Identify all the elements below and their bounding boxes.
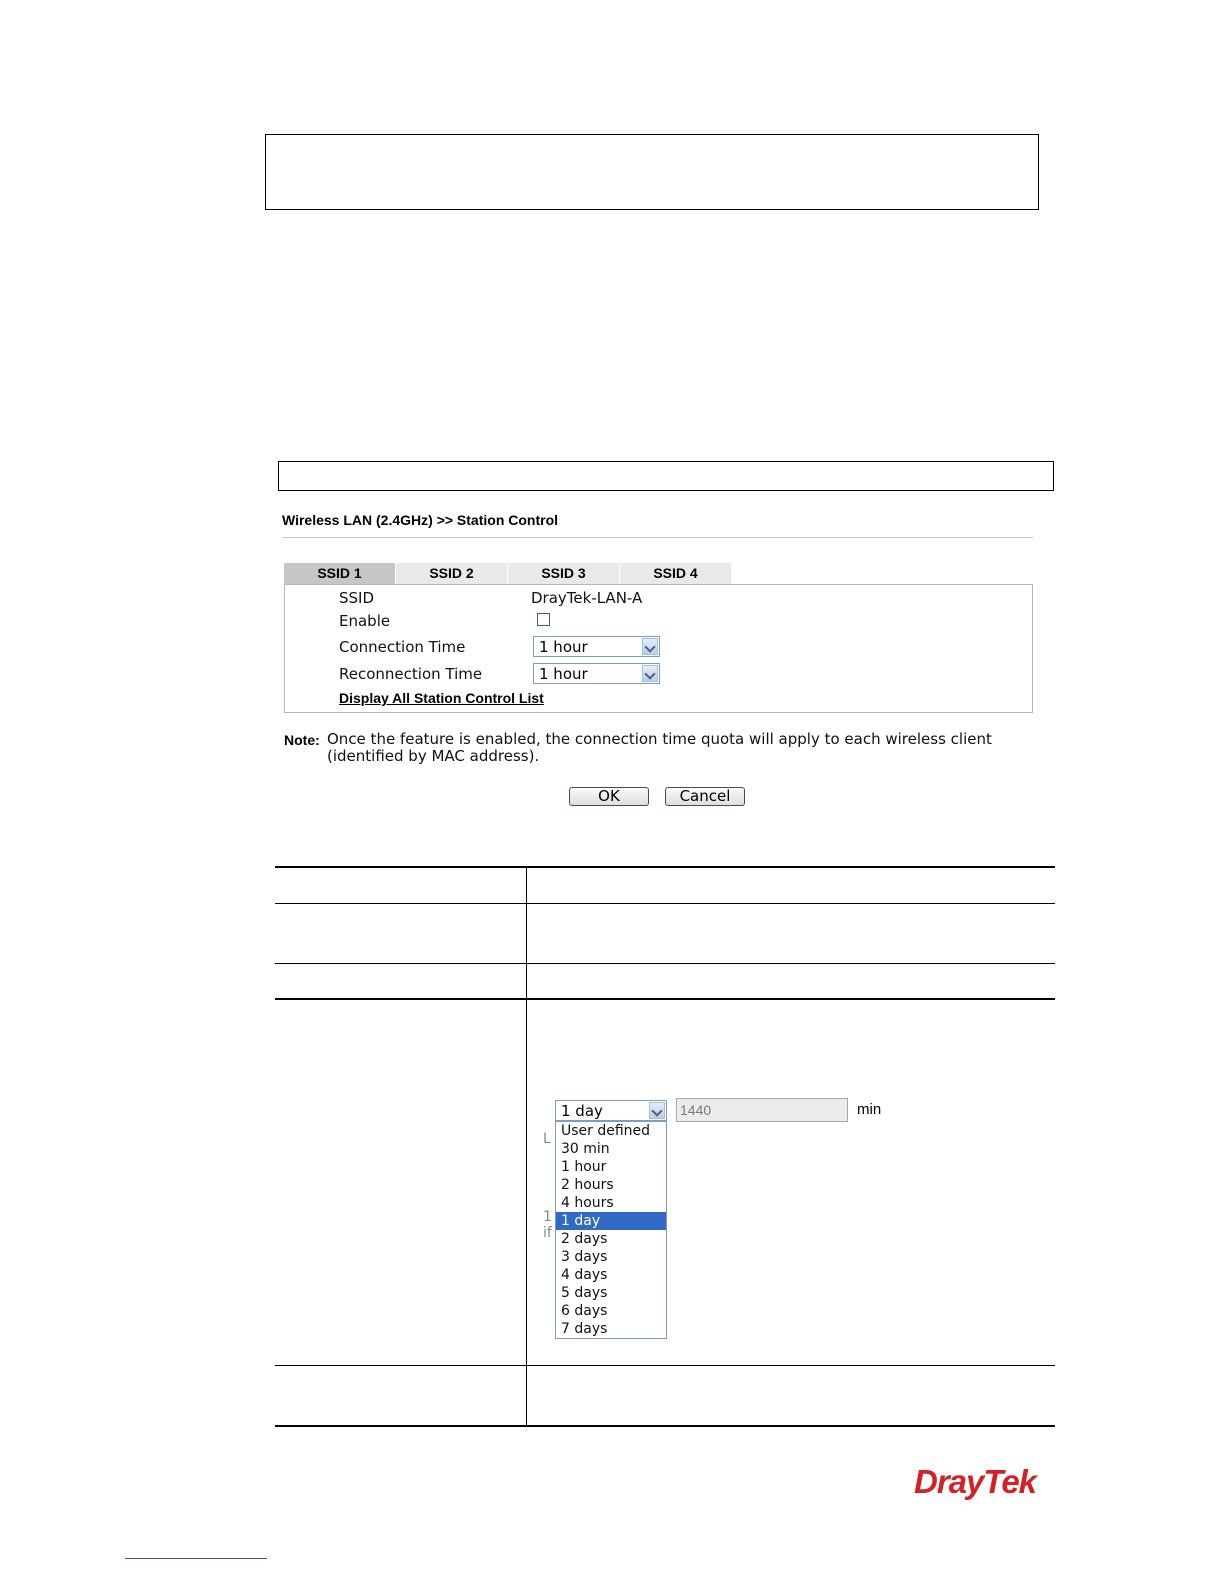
footer-rule bbox=[125, 1558, 267, 1559]
table-row-rule bbox=[275, 998, 1055, 1000]
duration-select[interactable] bbox=[555, 1100, 667, 1121]
table-row-rule bbox=[275, 963, 1055, 964]
minutes-unit-label: min bbox=[857, 1101, 882, 1118]
cancel-button[interactable]: Cancel bbox=[665, 787, 745, 806]
draytek-logo: DrayTek bbox=[914, 1463, 1037, 1500]
table-column-divider bbox=[526, 867, 527, 1426]
table-row-rule bbox=[275, 903, 1055, 904]
duration-selected-value: 1 day bbox=[561, 1102, 603, 1120]
ok-button[interactable]: OK bbox=[569, 787, 649, 806]
ssid-label: SSID bbox=[339, 589, 375, 607]
reconnection-time-value: 1 hour bbox=[539, 665, 588, 683]
duration-option-2-hours[interactable]: 2 hours bbox=[561, 1177, 614, 1193]
table-bottom-rule bbox=[275, 1425, 1055, 1427]
duration-option-user-defined[interactable]: User defined bbox=[561, 1123, 651, 1139]
reconnection-time-select[interactable] bbox=[533, 663, 660, 684]
tab-ssid-2[interactable]: SSID 2 bbox=[396, 563, 507, 584]
tab-ssid-4[interactable]: SSID 4 bbox=[620, 563, 731, 584]
chevron-down-icon[interactable] bbox=[642, 638, 658, 655]
duration-options-list bbox=[555, 1121, 667, 1339]
enable-checkbox[interactable] bbox=[537, 613, 550, 626]
duration-option-2-days[interactable]: 2 days bbox=[561, 1231, 608, 1247]
connection-time-select[interactable] bbox=[533, 636, 660, 657]
figure-caption-box bbox=[278, 461, 1054, 491]
note-text: Once the feature is enabled, the connection time quota will apply to each wireless client (identified by MAC address). bbox=[327, 730, 992, 765]
duration-option-3-days[interactable]: 3 days bbox=[561, 1249, 608, 1265]
connection-time-value: 1 hour bbox=[539, 638, 588, 656]
ssid-value: DrayTek-LAN-A bbox=[531, 589, 643, 607]
duration-option-6-days[interactable]: 6 days bbox=[561, 1303, 608, 1319]
page-breadcrumb: Wireless LAN (2.4GHz) >> Station Control bbox=[282, 512, 559, 528]
enable-label: Enable bbox=[339, 612, 391, 630]
breadcrumb-divider bbox=[282, 537, 1033, 538]
note-label: Note: bbox=[284, 732, 320, 748]
duration-option-4-hours[interactable]: 4 hours bbox=[561, 1195, 614, 1211]
table-row-rule bbox=[275, 1365, 1055, 1366]
chevron-down-icon[interactable] bbox=[642, 665, 658, 682]
tab-ssid-1[interactable]: SSID 1 bbox=[284, 563, 395, 584]
tab-ssid-3[interactable]: SSID 3 bbox=[508, 563, 619, 584]
display-station-control-list-link[interactable]: Display All Station Control List bbox=[339, 690, 544, 706]
duration-option-1-hour[interactable]: 1 hour bbox=[561, 1159, 607, 1175]
connection-time-label: Connection Time bbox=[339, 638, 466, 656]
duration-option-7-days[interactable]: 7 days bbox=[561, 1321, 608, 1337]
table-top-rule bbox=[275, 866, 1055, 868]
minutes-input[interactable]: 1440 bbox=[676, 1098, 848, 1122]
duration-option-30-min[interactable]: 30 min bbox=[561, 1141, 610, 1157]
obscured-text: 1 bbox=[543, 1209, 552, 1225]
duration-option-5-days[interactable]: 5 days bbox=[561, 1285, 608, 1301]
obscured-text: if bbox=[543, 1225, 552, 1241]
duration-option-1-day[interactable]: 1 day bbox=[556, 1212, 666, 1230]
duration-option-4-days[interactable]: 4 days bbox=[561, 1267, 608, 1283]
obscured-text: L bbox=[543, 1131, 551, 1147]
ssid-tab-bar bbox=[284, 563, 732, 584]
chevron-down-icon[interactable] bbox=[649, 1102, 665, 1119]
reconnection-time-label: Reconnection Time bbox=[339, 665, 483, 683]
info-box bbox=[265, 134, 1039, 210]
